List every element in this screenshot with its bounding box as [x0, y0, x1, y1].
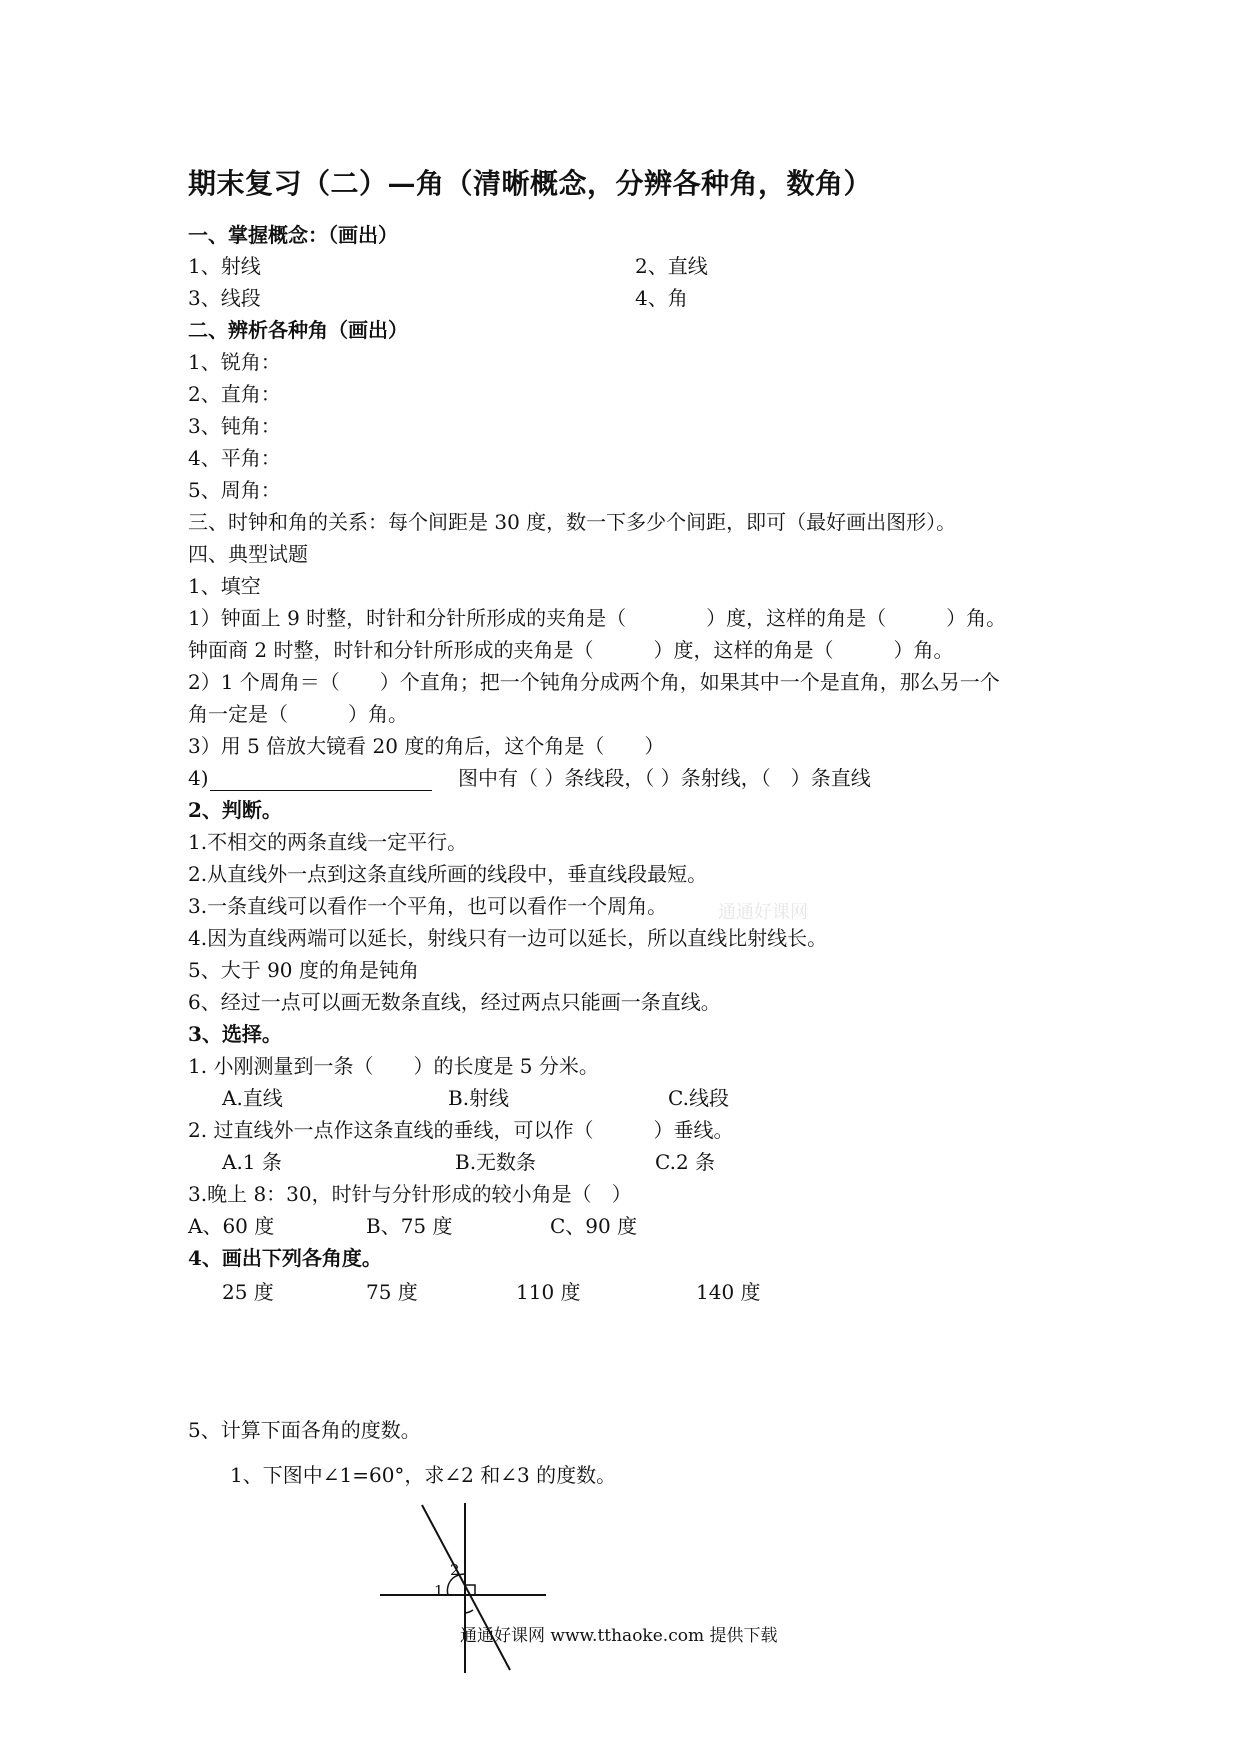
choice-q2-option-a: A.1 条	[222, 1150, 282, 1174]
watermark: 通通好课网	[718, 902, 808, 923]
figure-label-2: 2	[450, 1561, 460, 1579]
judge-heading: 2、判断。	[188, 798, 282, 822]
choice-q1-option-c: C.线段	[668, 1086, 729, 1110]
angle-acute: 1、锐角：	[188, 350, 281, 374]
angle-right: 2、直角：	[188, 382, 281, 406]
judge-item-1: 1.不相交的两条直线一定平行。	[188, 830, 468, 854]
calc-q1: 1、下图中∠1=60°，求∠2 和∠3 的度数。	[230, 1463, 617, 1487]
choice-q1-option-a: A.直线	[222, 1086, 283, 1110]
calc-heading: 5、计算下面各角的度数。	[188, 1418, 421, 1442]
judge-item-6: 6、经过一点可以画无数条直线，经过两点只能画一条直线。	[188, 990, 721, 1014]
fill-q4-blank-line	[210, 790, 432, 791]
choice-q3: 3.晚上 8：30，时针与分针形成的较小角是（ ）	[188, 1182, 632, 1206]
choice-q2-option-c: C.2 条	[655, 1150, 716, 1174]
judge-item-3: 3.一条直线可以看作一个平角，也可以看作一个周角。	[188, 894, 668, 918]
fill-q3: 3）用 5 倍放大镜看 20 度的角后，这个角是（ ）	[188, 734, 665, 758]
page-title: 期末复习（二）—角（清晰概念，分辨各种角，数角）	[188, 167, 873, 200]
figure-angle3-arc	[465, 1610, 473, 1613]
fill-heading: 1、填空	[188, 574, 261, 598]
angle-obtuse: 3、钝角：	[188, 414, 281, 438]
draw-angle-25: 25 度	[222, 1280, 274, 1304]
choice-heading: 3、选择。	[188, 1022, 282, 1046]
draw-angle-75: 75 度	[366, 1280, 418, 1304]
section1-heading: 一、掌握概念：（画出）	[188, 223, 398, 247]
concept-segment: 3、线段	[188, 286, 261, 310]
choice-q3-option-b: B、75 度	[366, 1214, 453, 1238]
figure-label-1: 1	[434, 1582, 444, 1600]
fill-q4-label: 4)	[188, 766, 209, 790]
angle-full: 5、周角：	[188, 478, 281, 502]
choice-q2-option-b: B.无数条	[455, 1150, 537, 1174]
angle-straight: 4、平角：	[188, 446, 281, 470]
fill-q1b: 钟面商 2 时整，时针和分针所形成的夹角是（ ）度，这样的角是（ ）角。	[188, 638, 954, 662]
judge-item-2: 2.从直线外一点到这条直线所画的线段中，垂直线段最短。	[188, 862, 708, 886]
figure-angle1-arc	[447, 1578, 453, 1595]
draw-angle-140: 140 度	[696, 1280, 761, 1304]
footer-text: 通通好课网 www.tthaoke.com 提供下载	[460, 1626, 778, 1646]
section2-heading: 二、辨析各种角（画出）	[188, 318, 408, 342]
draw-heading: 4、画出下列各角度。	[188, 1246, 382, 1270]
draw-angle-110: 110 度	[516, 1280, 581, 1304]
section3-text: 三、时钟和角的关系：每个间距是 30 度，数一下多少个间距，即可（最好画出图形）。	[188, 510, 957, 534]
choice-q3-option-c: C、90 度	[550, 1214, 638, 1238]
concept-angle: 4、角	[635, 286, 688, 310]
angle-figure	[370, 1495, 550, 1675]
concept-ray: 1、射线	[188, 254, 261, 278]
choice-q3-option-a: A、60 度	[188, 1214, 275, 1238]
fill-q4-text: 图中有（ ）条线段，（ ）条射线，（ ）条直线	[458, 766, 871, 790]
fill-q2b: 角一定是（ ）角。	[188, 702, 408, 726]
fill-q1a: 1）钟面上 9 时整，时针和分针所形成的夹角是（ ）度，这样的角是（ ）角。	[188, 606, 1007, 630]
section4-heading: 四、典型试题	[188, 542, 308, 566]
choice-q1-option-b: B.射线	[448, 1086, 510, 1110]
judge-item-5: 5、大于 90 度的角是钝角	[188, 958, 419, 982]
choice-q2: 2. 过直线外一点作这条直线的垂线，可以作（ ）垂线。	[188, 1118, 734, 1142]
judge-item-4: 4.因为直线两端可以延长，射线只有一边可以延长，所以直线比射线长。	[188, 926, 828, 950]
fill-q2a: 2）1 个周角＝（ ）个直角；把一个钝角分成两个角，如果其中一个是直角，那么另一个	[188, 670, 1000, 694]
concept-line: 2、直线	[635, 254, 708, 278]
choice-q1: 1. 小刚测量到一条（ ）的长度是 5 分米。	[188, 1054, 599, 1078]
